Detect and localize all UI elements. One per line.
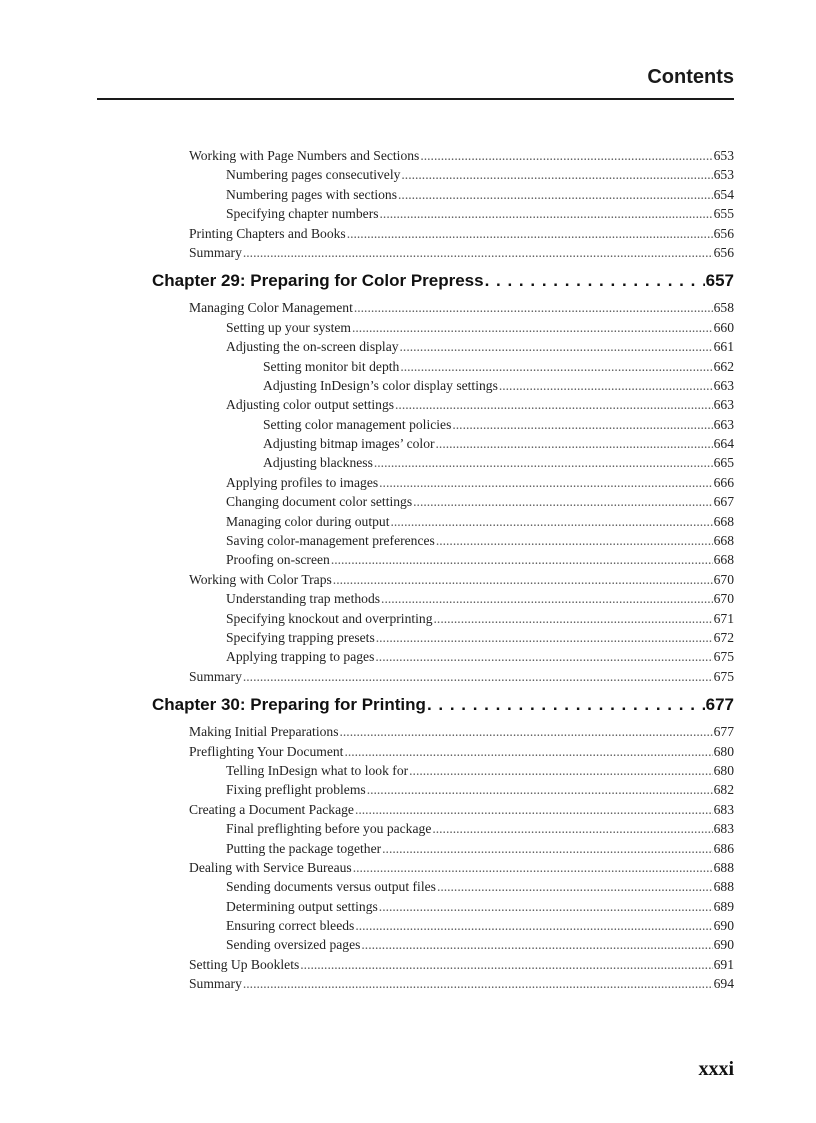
- dot-leader: [427, 689, 705, 720]
- toc-entry-page: 657: [705, 271, 734, 291]
- toc-entry-title: Chapter 30: Preparing for Printing: [152, 695, 426, 715]
- toc-entry[interactable]: [263, 453, 734, 472]
- toc-entry-page: 664: [713, 436, 734, 452]
- dot-leader: [485, 265, 705, 296]
- toc-entry[interactable]: [226, 628, 734, 647]
- toc-entry-page: 661: [713, 339, 734, 355]
- dot-leader: [432, 819, 712, 838]
- toc-chapter-entry[interactable]: [152, 689, 734, 720]
- dot-leader: [379, 473, 712, 492]
- toc-entry-title: Setting monitor bit depth: [263, 358, 400, 374]
- toc-entry-title: Numbering pages with sections: [226, 186, 398, 202]
- toc-entry-title: Setting color management policies: [263, 416, 452, 432]
- dot-leader: [434, 609, 713, 628]
- toc-entry[interactable]: [189, 974, 734, 993]
- toc-entry-page: 670: [713, 571, 734, 587]
- toc-entry-title: Adjusting bitmap images’ color: [263, 436, 435, 452]
- running-head-title: Contents: [647, 66, 734, 88]
- dot-leader: [375, 647, 712, 666]
- toc-entry-title: Specifying chapter numbers: [226, 206, 379, 222]
- toc-entry-page: 671: [713, 610, 734, 626]
- page-header: [97, 62, 734, 100]
- toc-entry-title: Summary: [189, 244, 242, 260]
- toc-entry-title: Fixing preflight problems: [226, 782, 366, 798]
- dot-leader: [400, 337, 713, 356]
- toc-entry[interactable]: [189, 146, 734, 165]
- toc-entry[interactable]: [263, 376, 734, 395]
- dot-leader: [361, 935, 712, 954]
- toc-entry-title: Understanding trap methods: [226, 591, 381, 607]
- toc-entry-page: 683: [713, 801, 734, 817]
- toc-entry-page: 668: [713, 552, 734, 568]
- toc-entry-title: Changing document color settings: [226, 494, 413, 510]
- toc-entry-page: 688: [713, 859, 734, 875]
- toc-entry[interactable]: [189, 298, 734, 317]
- toc-entry[interactable]: [226, 916, 734, 935]
- dot-leader: [354, 298, 713, 317]
- toc-chapter-entry[interactable]: [152, 265, 734, 296]
- toc-entry-title: Setting up your system: [226, 319, 351, 335]
- toc-entry-title: Adjusting color output settings: [226, 397, 395, 413]
- toc-entry-title: Setting Up Booklets: [189, 956, 300, 972]
- dot-leader: [436, 434, 713, 453]
- toc-entry-page: 656: [713, 225, 734, 241]
- toc-entry-page: 662: [713, 358, 734, 374]
- dot-leader: [331, 550, 713, 569]
- toc-entry-title: Working with Page Numbers and Sections: [189, 148, 420, 163]
- dot-leader: [243, 974, 713, 993]
- toc-entry-page: 691: [713, 956, 734, 972]
- toc-entry-title: Summary: [189, 668, 242, 684]
- toc-entry-page: 675: [713, 668, 734, 684]
- dot-leader: [409, 761, 712, 780]
- toc-entry-page: 689: [713, 898, 734, 914]
- dot-leader: [340, 722, 713, 741]
- toc-entry[interactable]: [226, 935, 734, 954]
- toc-entry-page: 677: [713, 724, 734, 740]
- toc-entry-page: 675: [713, 649, 734, 665]
- dot-leader: [355, 916, 712, 935]
- toc-entry[interactable]: [226, 609, 734, 628]
- toc-entry-title: Applying trapping to pages: [226, 649, 375, 665]
- toc-entry[interactable]: [263, 415, 734, 434]
- dot-leader: [353, 858, 713, 877]
- toc-entry-page: 656: [713, 244, 734, 260]
- toc-entry-page: 686: [713, 840, 734, 856]
- dot-leader: [437, 877, 713, 896]
- dot-leader: [374, 453, 713, 472]
- toc-entry[interactable]: [226, 780, 734, 799]
- toc-entry-page: 682: [713, 782, 734, 798]
- toc-entry-page: 668: [713, 513, 734, 529]
- toc-entry[interactable]: [189, 224, 734, 243]
- toc-entry-page: 683: [713, 821, 734, 837]
- dot-leader: [243, 243, 713, 262]
- toc-entry-title: Adjusting InDesign’s color display settings: [263, 377, 498, 393]
- toc-entry-title: Final preflighting before you package: [226, 821, 432, 837]
- toc-entry[interactable]: [226, 492, 734, 511]
- dot-leader: [413, 492, 712, 511]
- toc-entry-page: 654: [713, 186, 734, 202]
- toc-entry-title: Applying profiles to images: [226, 474, 379, 490]
- toc-entry-title: Sending oversized pages: [226, 937, 361, 953]
- toc-entry-title: Putting the package together: [226, 840, 382, 856]
- toc-entry-page: 668: [713, 533, 734, 549]
- dot-leader: [333, 570, 713, 589]
- toc-entry-title: Preflighting Your Document: [189, 743, 344, 759]
- toc-entry-page: 670: [713, 591, 734, 607]
- dot-leader: [400, 357, 712, 376]
- toc-entry[interactable]: [189, 243, 734, 262]
- toc-entry[interactable]: [189, 800, 734, 819]
- toc-entry[interactable]: [226, 185, 734, 204]
- toc-entry-title: Dealing with Service Bureaus: [189, 859, 352, 875]
- dot-leader: [380, 204, 713, 223]
- toc-entry-page: 653: [713, 148, 734, 163]
- toc-entry-title: Summary: [189, 976, 242, 992]
- toc-entry[interactable]: [226, 165, 734, 184]
- toc-entry[interactable]: [226, 395, 734, 414]
- toc-entry-title: Saving color-management preferences: [226, 533, 435, 549]
- toc-entry-page: 688: [713, 879, 734, 895]
- dot-leader: [398, 185, 713, 204]
- toc-entry-title: Making Initial Preparations: [189, 724, 339, 740]
- toc-entry-page: 653: [713, 167, 734, 183]
- toc-entry-title: Managing color during output: [226, 513, 390, 529]
- dot-leader: [382, 839, 712, 858]
- dot-leader: [401, 165, 712, 184]
- dot-leader: [344, 742, 712, 761]
- toc-entry-title: Numbering pages consecutively: [226, 167, 401, 183]
- toc-entry[interactable]: [226, 531, 734, 550]
- toc-entry-title: Determining output settings: [226, 898, 378, 914]
- dot-leader: [367, 780, 713, 799]
- toc-entry-title: Specifying trapping presets: [226, 629, 375, 645]
- toc-entry[interactable]: [226, 839, 734, 858]
- toc-entry-title: Ensuring correct bleeds: [226, 918, 355, 934]
- toc-entry-title: Managing Color Management: [189, 300, 353, 316]
- dot-leader: [381, 589, 713, 608]
- dot-leader: [452, 415, 712, 434]
- toc-entry-page: 677: [705, 695, 734, 715]
- toc-entry-page: 680: [713, 743, 734, 759]
- toc-entry[interactable]: [189, 570, 734, 589]
- toc-entry[interactable]: [189, 955, 734, 974]
- dot-leader: [352, 318, 713, 337]
- toc-entry[interactable]: [226, 337, 734, 356]
- toc-entry-title: Printing Chapters and Books: [189, 225, 346, 241]
- toc-entry-page: 694: [713, 976, 734, 992]
- toc-entry-page: 690: [713, 918, 734, 934]
- table-of-contents: [152, 146, 734, 994]
- toc-entry-page: 663: [713, 377, 734, 393]
- dot-leader: [376, 628, 713, 647]
- toc-entry-title: Chapter 29: Preparing for Color Prepress: [152, 271, 484, 291]
- toc-entry[interactable]: [189, 722, 734, 741]
- toc-entry[interactable]: [226, 512, 734, 531]
- toc-entry-page: 666: [713, 474, 734, 490]
- dot-leader: [243, 667, 713, 686]
- toc-entry[interactable]: [189, 858, 734, 877]
- toc-entry-page: 680: [713, 762, 734, 778]
- dot-leader: [300, 955, 712, 974]
- dot-leader: [420, 146, 712, 165]
- toc-entry-page: 655: [713, 206, 734, 222]
- toc-entry-page: 663: [713, 397, 734, 413]
- toc-entry-page: 665: [713, 455, 734, 471]
- toc-entry[interactable]: [226, 647, 734, 666]
- dot-leader: [347, 224, 713, 243]
- dot-leader: [499, 376, 713, 395]
- dot-leader: [355, 800, 713, 819]
- toc-entry[interactable]: [226, 318, 734, 337]
- toc-entry[interactable]: [189, 667, 734, 686]
- toc-entry-title: Creating a Document Package: [189, 801, 354, 817]
- toc-entry[interactable]: [263, 357, 734, 376]
- toc-entry-page: 658: [713, 300, 734, 316]
- toc-entry[interactable]: [226, 473, 734, 492]
- toc-entry-title: Specifying knockout and overprinting: [226, 610, 433, 626]
- toc-entry[interactable]: [226, 550, 734, 569]
- toc-entry-page: 660: [713, 319, 734, 335]
- toc-entry[interactable]: [226, 897, 734, 916]
- toc-entry[interactable]: [226, 589, 734, 608]
- toc-entry-page: 667: [713, 494, 734, 510]
- dot-leader: [379, 897, 713, 916]
- toc-entry-title: Sending documents versus output files: [226, 879, 436, 895]
- toc-entry-title: Adjusting blackness: [263, 455, 373, 471]
- toc-entry-page: 663: [713, 416, 734, 432]
- toc-entry[interactable]: [226, 819, 734, 838]
- toc-entry[interactable]: [226, 877, 734, 896]
- toc-entry-page: 672: [713, 629, 734, 645]
- toc-entry[interactable]: [189, 742, 734, 761]
- toc-entry[interactable]: [263, 434, 734, 453]
- dot-leader: [436, 531, 713, 550]
- toc-entry-title: Telling InDesign what to look for: [226, 762, 409, 778]
- toc-entry[interactable]: [226, 204, 734, 223]
- toc-entry-page: 690: [713, 937, 734, 953]
- toc-entry-title: Adjusting the on-screen display: [226, 339, 399, 355]
- toc-entry[interactable]: [226, 761, 734, 780]
- page-number: xxxi: [698, 1058, 734, 1080]
- toc-entry-title: Working with Color Traps: [189, 571, 332, 587]
- dot-leader: [390, 512, 712, 531]
- toc-entry-title: Proofing on-screen: [226, 552, 330, 568]
- dot-leader: [395, 395, 713, 414]
